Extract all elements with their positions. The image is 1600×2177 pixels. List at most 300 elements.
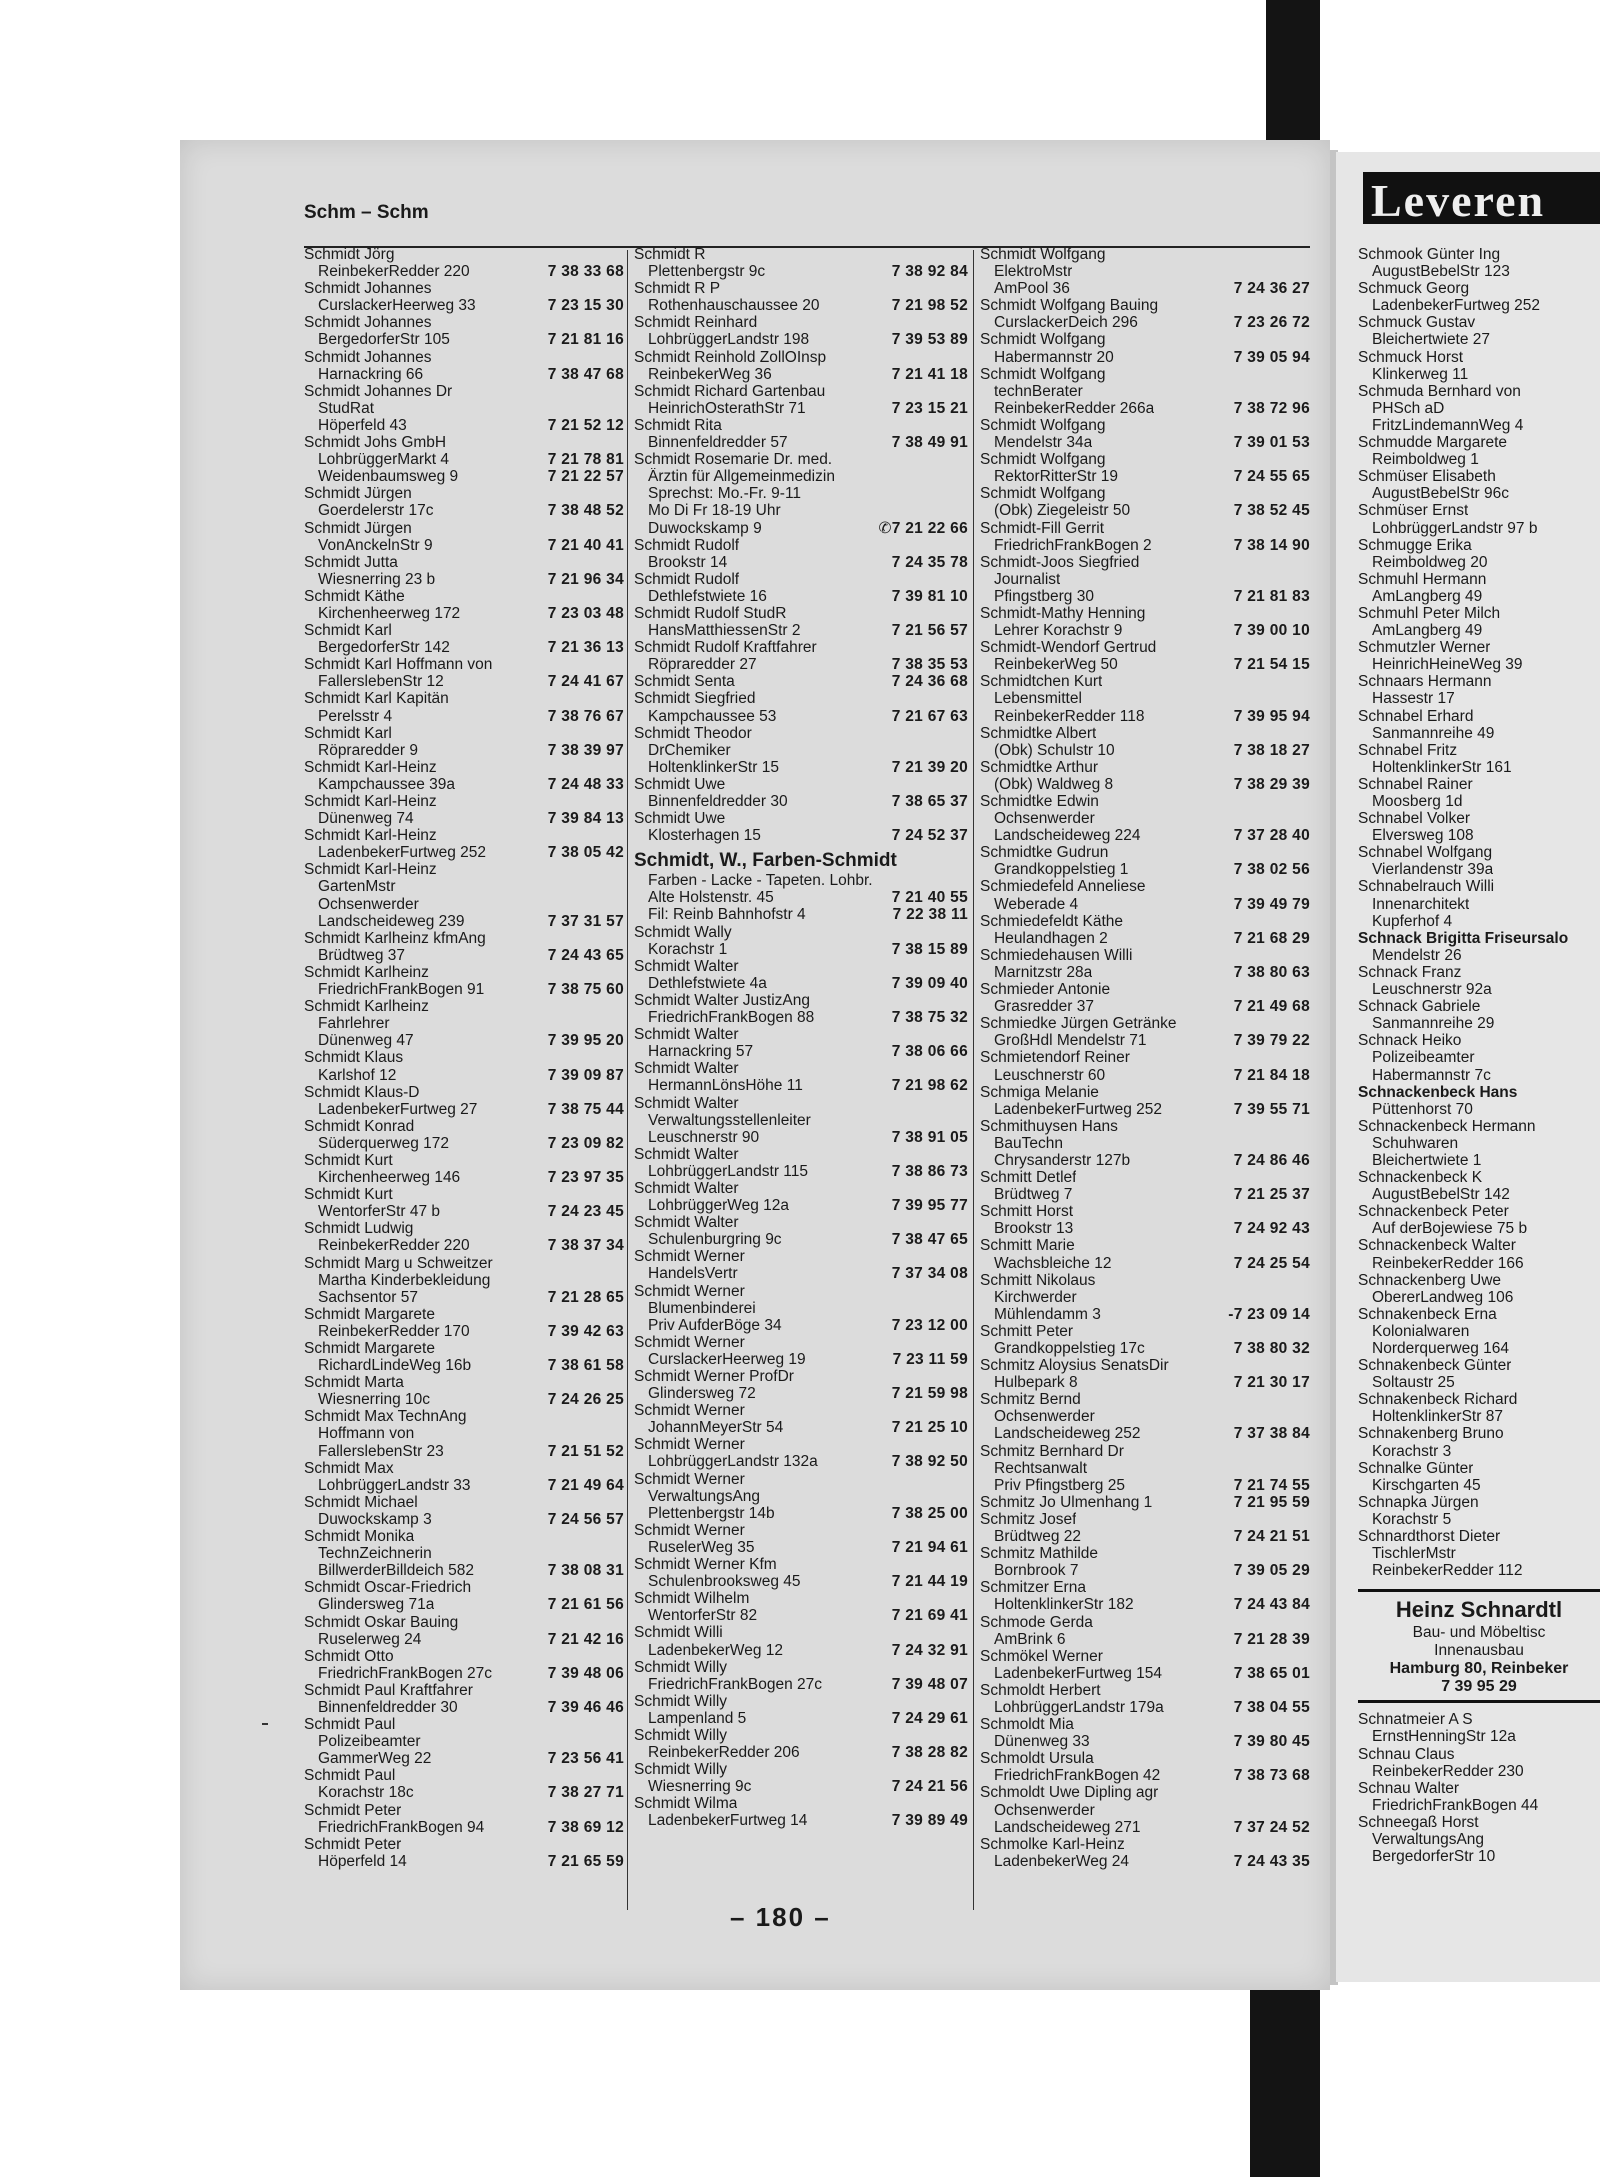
directory-entry xyxy=(980,1494,1310,1511)
page-header: Schm – Schm xyxy=(304,202,429,223)
directory-entry xyxy=(1358,1306,1600,1357)
directory-entry xyxy=(980,1169,1310,1203)
entry-text: Schmidt Reinhold ZollOInsp xyxy=(634,348,827,366)
entry-name-line xyxy=(304,1084,624,1101)
directory-entry xyxy=(1358,810,1600,844)
phone-number: 7 39 80 45 xyxy=(1233,1733,1310,1751)
entry-name-line xyxy=(634,1556,968,1573)
directory-entry xyxy=(634,417,968,451)
entry-text: Schmidt Johannes xyxy=(304,280,432,298)
entry-name-line xyxy=(980,417,1310,434)
entry-text: Schmidt Peter xyxy=(304,1835,402,1853)
entry-name-line xyxy=(980,1750,1310,1767)
entry-name-line xyxy=(304,1255,624,1272)
directory-entry xyxy=(304,827,624,861)
entry-text: Leuschnerstr 90 xyxy=(648,1128,760,1146)
entry-detail-line xyxy=(304,1101,624,1118)
entry-text: Schmidt Karlheinz xyxy=(304,998,429,1016)
entry-text: Wachsbleiche 12 xyxy=(994,1254,1112,1272)
phone-number: 7 21 49 68 xyxy=(1233,998,1310,1016)
entry-text: Schmoldt Mia xyxy=(980,1716,1074,1734)
entry-text: Schmoldt Ursula xyxy=(980,1750,1094,1768)
entry-detail-line xyxy=(634,1607,968,1624)
entry-text: Schmidtke Arthur xyxy=(980,758,1099,776)
entry-text: Schmidt Kurt xyxy=(304,1151,393,1169)
entry-name-line xyxy=(634,690,968,707)
entry-text: Harnackring 57 xyxy=(648,1043,754,1061)
entry-detail-line xyxy=(980,1220,1310,1237)
entry-text: Schmidt Karl-Heinz xyxy=(304,758,437,776)
phone-number: 7 24 25 54 xyxy=(1233,1254,1310,1272)
phone-number: 7 38 76 67 xyxy=(547,707,624,725)
entry-detail-line xyxy=(980,742,1310,759)
directory-entry xyxy=(1358,673,1600,707)
directory-column-3 xyxy=(980,246,1310,1870)
entry-detail-line xyxy=(634,366,968,383)
entry-detail-line xyxy=(980,998,1310,1015)
directory-entry xyxy=(1358,314,1600,348)
phone-number: 7 38 08 31 xyxy=(547,1562,624,1580)
entry-text: Schmidt Monika xyxy=(304,1528,415,1546)
entry-detail-line xyxy=(980,1186,1310,1203)
entry-text: LadenbekerFurtweg 252 xyxy=(318,844,487,862)
entry-detail-line xyxy=(304,1425,624,1442)
entry-text: Schmidt Johannes xyxy=(304,348,432,366)
entry-detail-line xyxy=(304,878,624,895)
entry-detail-line xyxy=(634,1710,968,1727)
entry-text: RichardLindeWeg 16b xyxy=(318,1357,472,1375)
entry-detail-line xyxy=(304,810,624,827)
phone-number: 7 24 43 35 xyxy=(1233,1852,1310,1870)
entry-detail-line xyxy=(304,1477,624,1494)
entry-text: Schmoldt Uwe Dipling agr xyxy=(980,1784,1159,1802)
entry-detail-line xyxy=(1358,1220,1600,1237)
phone-number: 7 21 69 41 xyxy=(891,1607,968,1625)
directory-entry xyxy=(304,1802,624,1836)
entry-text: VerwaltungsAng xyxy=(1372,1830,1485,1848)
entry-detail-line xyxy=(304,1733,624,1750)
entry-text: Schmidt Uwe xyxy=(634,810,726,828)
entry-text: Schmidt Werner xyxy=(634,1402,745,1420)
entry-text: Alte Holstenstr. 45 xyxy=(648,889,774,907)
entry-name-line xyxy=(1358,930,1600,947)
entry-text: AugustBebelStr 142 xyxy=(1372,1186,1510,1204)
entry-name-line xyxy=(634,314,968,331)
entry-text: Schnau Walter xyxy=(1358,1779,1460,1797)
phone-number: 7 23 97 35 xyxy=(547,1169,624,1187)
entry-text: Schnakenberg Bruno xyxy=(1358,1425,1504,1443)
entry-name-line xyxy=(634,1060,968,1077)
entry-detail-line xyxy=(634,1231,968,1248)
directory-entry xyxy=(980,451,1310,485)
phone-number: 7 38 27 71 xyxy=(547,1784,624,1802)
entry-text: Klosterhagen 15 xyxy=(648,827,761,845)
entry-detail-line xyxy=(1358,1186,1600,1203)
phone-number: 7 22 38 11 xyxy=(892,906,968,924)
phone-number: 7 37 34 08 xyxy=(891,1265,968,1283)
entry-text: Lebensmittel xyxy=(994,690,1082,708)
entry-text: Soltaustr 25 xyxy=(1372,1374,1455,1392)
phone-number: 7 24 36 68 xyxy=(891,673,968,691)
directory-entry xyxy=(980,1836,1310,1870)
entry-name-line xyxy=(304,520,624,537)
entry-text: Pfingstberg 30 xyxy=(994,587,1094,605)
entry-detail-line xyxy=(980,1101,1310,1118)
directory-entry xyxy=(634,383,968,417)
entry-name-line xyxy=(1358,1032,1600,1049)
entry-detail-line xyxy=(634,827,968,844)
phone-number: 7 21 41 18 xyxy=(891,365,968,383)
directory-entry xyxy=(634,776,968,810)
phone-number: 7 39 05 29 xyxy=(1233,1562,1310,1580)
phone-number: 7 21 36 13 xyxy=(547,639,624,657)
entry-detail-line xyxy=(980,1408,1310,1425)
entry-detail-line xyxy=(304,1289,624,1306)
entry-name-line xyxy=(980,1682,1310,1699)
entry-name-line xyxy=(980,554,1310,571)
entry-text: Hassestr 17 xyxy=(1372,690,1455,708)
entry-name-line xyxy=(1358,776,1600,793)
entry-name-line xyxy=(1358,1746,1600,1763)
entry-detail-line xyxy=(1358,1289,1600,1306)
phone-number: 7 21 95 59 xyxy=(1233,1493,1310,1511)
entry-text: Glindersweg 72 xyxy=(648,1385,756,1403)
directory-entry xyxy=(980,1750,1310,1784)
entry-detail-line xyxy=(980,502,1310,519)
entry-name-line xyxy=(1358,1780,1600,1797)
entry-text: Schnackenbeck K xyxy=(1358,1169,1483,1187)
entry-detail-line xyxy=(634,622,968,639)
directory-entry xyxy=(1358,502,1600,536)
entry-text: Schnackenbeck Peter xyxy=(1358,1203,1509,1221)
directory-entry xyxy=(304,1614,624,1648)
entry-text: Polizeibeamter xyxy=(318,1733,421,1751)
entry-name-line xyxy=(980,844,1310,861)
entry-text: Schmidt Wolfgang xyxy=(980,451,1106,469)
directory-entry xyxy=(980,1118,1310,1169)
entry-detail-line xyxy=(980,1665,1310,1682)
directory-entry xyxy=(634,1368,968,1402)
entry-text: LohbrüggerLandstr 198 xyxy=(648,331,810,349)
entry-text: GartenMstr xyxy=(318,878,396,896)
entry-text: Sanmannreihe 49 xyxy=(1372,724,1495,742)
entry-text: Schmidtke Gudrun xyxy=(980,844,1109,862)
directory-entry xyxy=(304,1716,624,1767)
entry-name-line xyxy=(304,434,624,451)
entry-detail-line xyxy=(1358,588,1600,605)
entry-text: Plettenbergstr 14b xyxy=(648,1504,775,1522)
entry-name-line xyxy=(634,1471,968,1488)
entry-detail-line xyxy=(1358,1015,1600,1032)
entry-text: HoltenklinkerStr 182 xyxy=(994,1596,1134,1614)
phone-number: 7 37 24 52 xyxy=(1233,1818,1310,1836)
entry-detail-line xyxy=(634,1009,968,1026)
entry-detail-line xyxy=(634,1351,968,1368)
entry-name-line xyxy=(1358,314,1600,331)
entry-detail-line xyxy=(1358,793,1600,810)
entry-detail-line xyxy=(634,906,968,923)
directory-entry xyxy=(980,878,1310,912)
entry-text: Schmidt Karl Kapitän xyxy=(304,690,449,708)
entry-name-line xyxy=(980,1049,1310,1066)
entry-text: Schmidt Peter xyxy=(304,1801,402,1819)
entry-name-line xyxy=(980,1836,1310,1853)
directory-entry xyxy=(304,1118,624,1152)
directory-entry xyxy=(304,690,624,724)
directory-entry xyxy=(1358,1528,1600,1579)
entry-name-line xyxy=(980,1443,1310,1460)
entry-text: Landscheideweg 239 xyxy=(318,912,465,930)
phone-number: 7 38 02 56 xyxy=(1233,861,1310,879)
entry-text: Hulbepark 8 xyxy=(994,1374,1078,1392)
page-number: – 180 – xyxy=(730,1902,831,1932)
entry-text: Schmidt Wolfgang xyxy=(980,416,1106,434)
directory-entry xyxy=(634,1214,968,1248)
entry-text: Schmuck Gustav xyxy=(1358,314,1476,332)
entry-text: Schmidt-Wendorf Gertrud xyxy=(980,639,1157,657)
directory-entry xyxy=(980,246,1310,297)
directory-entry xyxy=(634,314,968,348)
entry-text: Reimboldweg 1 xyxy=(1372,451,1479,469)
entry-detail-line xyxy=(634,263,968,280)
entry-text: Schmidt Jutta xyxy=(304,553,398,571)
phone-number: 7 21 65 59 xyxy=(547,1852,624,1870)
entry-name-line xyxy=(1358,1460,1600,1477)
entry-text: Perelsstr 4 xyxy=(318,707,393,725)
directory-entry xyxy=(980,1614,1310,1648)
directory-entry xyxy=(1358,571,1600,605)
entry-text: Ochsenwerder xyxy=(994,1801,1095,1819)
book-spine-top xyxy=(1266,0,1320,150)
entry-name-line xyxy=(304,1682,624,1699)
entry-text: Schmook Günter Ing xyxy=(1358,246,1501,263)
directory-entry xyxy=(634,1436,968,1470)
entry-text: AugustBebelStr 123 xyxy=(1372,263,1510,281)
directory-entry xyxy=(304,1255,624,1306)
phone-number: 7 21 28 39 xyxy=(1233,1630,1310,1648)
entry-text: GammerWeg 22 xyxy=(318,1750,432,1768)
entry-detail-line xyxy=(634,941,968,958)
entry-detail-line xyxy=(980,434,1310,451)
entry-detail-line xyxy=(980,861,1310,878)
entry-text: Wiesnerring 9c xyxy=(648,1778,752,1796)
entry-detail-line xyxy=(634,331,968,348)
directory-entry xyxy=(1358,776,1600,810)
directory-entry xyxy=(304,349,624,383)
directory-entry xyxy=(1358,878,1600,929)
entry-text: AmLangberg 49 xyxy=(1372,622,1483,640)
entry-name-line xyxy=(634,1659,968,1676)
entry-name-line xyxy=(980,1169,1310,1186)
entry-detail-line xyxy=(634,434,968,451)
phone-number: 7 21 98 62 xyxy=(891,1077,968,1095)
directory-entry xyxy=(980,1443,1310,1494)
entry-text: Grasredder 37 xyxy=(994,998,1094,1016)
directory-entry xyxy=(304,280,624,314)
entry-text: Schnakenbeck Erna xyxy=(1358,1305,1497,1323)
directory-entry xyxy=(634,246,968,280)
entry-text: Schmoldt Herbert xyxy=(980,1681,1101,1699)
entry-detail-line xyxy=(634,1419,968,1436)
directory-entry xyxy=(1358,964,1600,998)
phone-number: 7 21 39 20 xyxy=(891,758,968,776)
entry-detail-line xyxy=(980,1135,1310,1152)
phone-number: 7 24 29 61 xyxy=(891,1709,968,1727)
phone-number: 7 24 21 56 xyxy=(891,1778,968,1796)
phone-number: 7 21 54 15 xyxy=(1233,656,1310,674)
entry-text: Schmidt Werner Kfm xyxy=(634,1556,777,1574)
entry-detail-line xyxy=(634,872,968,889)
phone-number: 7 39 05 94 xyxy=(1233,348,1310,366)
entry-detail-line xyxy=(1358,861,1600,878)
entry-text: Chrysanderstr 127b xyxy=(994,1151,1131,1169)
phone-number: 7 24 52 37 xyxy=(891,827,968,845)
phone-number: 7 39 95 20 xyxy=(547,1032,624,1050)
entry-name-line xyxy=(304,1049,624,1066)
entry-detail-line xyxy=(1358,981,1600,998)
entry-detail-line xyxy=(1358,554,1600,571)
directory-entry xyxy=(634,1146,968,1180)
entry-detail-line xyxy=(980,1853,1310,1870)
entry-name-line xyxy=(980,297,1310,314)
directory-entry xyxy=(1358,1169,1600,1203)
entry-detail-line xyxy=(980,349,1310,366)
directory-entry xyxy=(634,673,968,690)
entry-text: Ruselerweg 24 xyxy=(318,1630,422,1648)
entry-text: WentorferStr 82 xyxy=(648,1607,758,1625)
directory-entry xyxy=(980,639,1310,673)
entry-detail-line xyxy=(1358,1101,1600,1118)
entry-text: Schnaars Hermann xyxy=(1358,673,1492,691)
entry-text: Sprechst: Mo.-Fr. 9-11 xyxy=(648,485,802,503)
entry-text: Habermannstr 20 xyxy=(994,348,1114,366)
entry-text: ReinbekerRedder 206 xyxy=(648,1744,800,1762)
entry-name-line xyxy=(304,1306,624,1323)
entry-text: FallerslebenStr 23 xyxy=(318,1442,444,1460)
bold-business-name: Schmidt, W., Farben-Schmidt xyxy=(634,850,897,872)
entry-text: JohannMeyerStr 54 xyxy=(648,1419,784,1437)
entry-name-line xyxy=(634,1590,968,1607)
entry-text: Schnack Heiko xyxy=(1358,1032,1462,1050)
directory-entry xyxy=(634,1180,968,1214)
entry-text: Bleichertwiete 27 xyxy=(1372,331,1491,349)
entry-detail-line xyxy=(304,417,624,434)
entry-text: Schmidt Willy xyxy=(634,1658,728,1676)
directory-entry xyxy=(634,850,968,923)
entry-detail-line xyxy=(1358,1797,1600,1814)
entry-detail-line xyxy=(1358,1728,1600,1745)
entry-text: Schnackenbeck Walter xyxy=(1358,1237,1516,1255)
entry-text: Schmidt Paul xyxy=(304,1767,396,1785)
entry-detail-line xyxy=(304,366,624,383)
directory-entry xyxy=(1358,1084,1600,1118)
directory-entry xyxy=(980,844,1310,878)
entry-detail-line xyxy=(304,263,624,280)
entry-text: Schmugge Erika xyxy=(1358,536,1472,554)
directory-entry xyxy=(634,537,968,571)
entry-text: Blumenbinderei xyxy=(648,1299,756,1317)
phone-number: 7 38 48 52 xyxy=(547,502,624,520)
entry-name-line xyxy=(1358,1169,1600,1186)
phone-number: 7 39 55 71 xyxy=(1233,1100,1310,1118)
entry-text: Schmidt Walter JustizAng xyxy=(634,991,811,1009)
entry-detail-line xyxy=(1358,297,1600,314)
entry-name-line xyxy=(980,639,1310,656)
entry-name-line xyxy=(634,349,968,366)
entry-text: Kirchwerder xyxy=(994,1288,1077,1306)
entry-name-line xyxy=(304,1374,624,1391)
directory-entry xyxy=(1358,383,1600,434)
entry-name-line xyxy=(634,1727,968,1744)
ad-phone: 7 39 95 29 xyxy=(1441,1678,1517,1696)
entry-detail-line xyxy=(634,1642,968,1659)
directory-entry xyxy=(304,759,624,793)
entry-name-line xyxy=(304,314,624,331)
entry-name-line xyxy=(1358,810,1600,827)
entry-text: Dünenweg 74 xyxy=(318,810,414,828)
directory-entry xyxy=(634,1334,968,1368)
entry-name-line xyxy=(304,246,624,263)
entry-text: FritzLindemannWeg 4 xyxy=(1372,416,1524,434)
directory-entry xyxy=(634,1248,968,1282)
entry-text: Schnackenbeck Hans xyxy=(1358,1083,1518,1101)
entry-text: Schnackenbeck Hermann xyxy=(1358,1117,1536,1135)
entry-detail-line xyxy=(1358,331,1600,348)
directory-entry xyxy=(980,1015,1310,1049)
directory-entry xyxy=(304,520,624,554)
phone-number: 7 38 14 90 xyxy=(1233,536,1310,554)
phone-number: 7 39 09 87 xyxy=(547,1066,624,1084)
directory-entry xyxy=(634,605,968,639)
directory-entry xyxy=(634,924,968,958)
directory-entry xyxy=(980,1545,1310,1579)
entry-text: CurslackerDeich 296 xyxy=(994,314,1138,332)
directory-entry xyxy=(634,1590,968,1624)
entry-text: Vierlandenstr 39a xyxy=(1372,861,1494,879)
phone-number: 7 21 25 10 xyxy=(891,1419,968,1437)
phone-number: 7 38 47 65 xyxy=(891,1231,968,1249)
directory-entry xyxy=(634,1624,968,1658)
directory-column-2 xyxy=(634,246,968,1830)
entry-text: Schmidt Paul Kraftfahrer xyxy=(304,1681,473,1699)
entry-text: Brüdtweg 7 xyxy=(994,1186,1073,1204)
entry-text: Kupferhof 4 xyxy=(1372,912,1453,930)
phone-number: 7 21 81 16 xyxy=(547,331,624,349)
entry-name-line xyxy=(304,725,624,742)
phone-number: 7 23 11 59 xyxy=(892,1350,968,1368)
entry-name-line xyxy=(1358,1711,1600,1728)
entry-text: HeinrichOsterathStr 71 xyxy=(648,399,806,417)
entry-text: Dünenweg 47 xyxy=(318,1032,414,1050)
entry-text: LohbrüggerLandstr 132a xyxy=(648,1453,818,1471)
entry-text: Plettenbergstr 9c xyxy=(648,263,766,281)
entry-text: PHSch aD xyxy=(1372,399,1445,417)
entry-detail-line xyxy=(1358,622,1600,639)
entry-text: Schmidt Klaus xyxy=(304,1049,404,1067)
entry-detail-line xyxy=(1358,1831,1600,1848)
entry-text: Schmidt Max TechnAng xyxy=(304,1408,467,1426)
directory-entry xyxy=(304,1494,624,1528)
entry-text: LadenbekerFurtweg 14 xyxy=(648,1812,808,1830)
entry-name-line xyxy=(634,810,968,827)
directory-entry xyxy=(304,1152,624,1186)
directory-entry xyxy=(634,1761,968,1795)
entry-detail-line xyxy=(304,947,624,964)
entry-text: VonAnckelnStr 9 xyxy=(318,536,433,554)
entry-name-line xyxy=(634,1795,968,1812)
entry-name-line xyxy=(304,485,624,502)
phone-number: 7 21 25 37 xyxy=(1233,1186,1310,1204)
